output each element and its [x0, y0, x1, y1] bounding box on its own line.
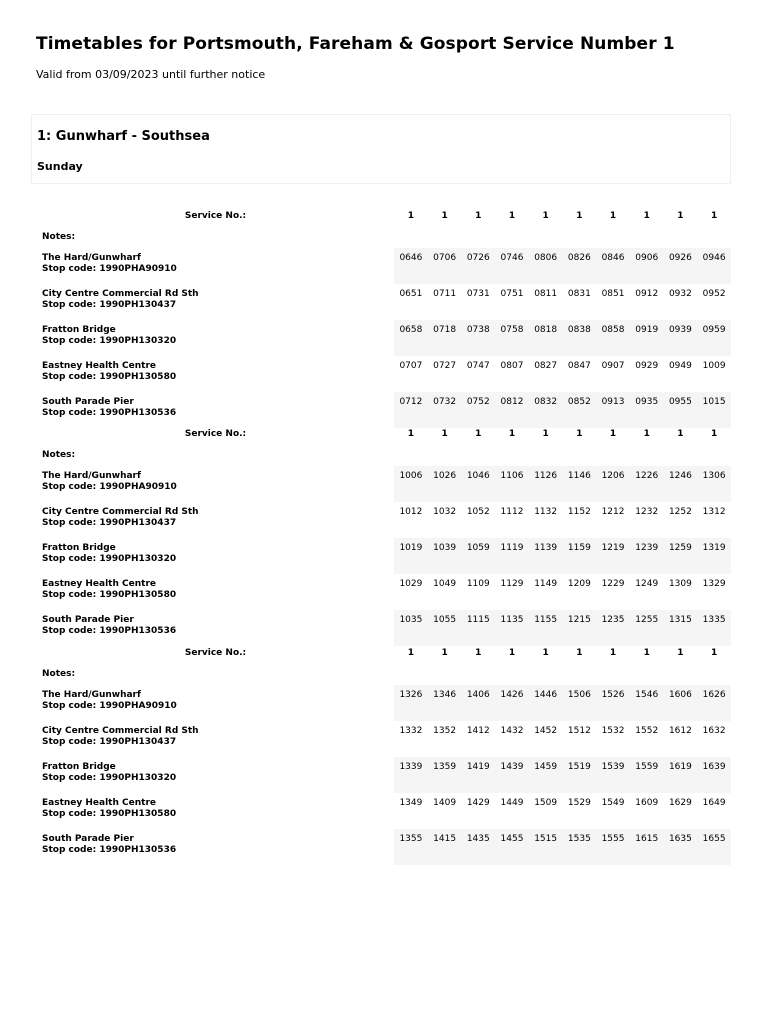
departure-time: 1259 [664, 538, 698, 574]
departure-time: 1506 [563, 685, 597, 721]
stop-row [37, 574, 731, 610]
departure-time: 0726 [461, 248, 495, 284]
stop-row [37, 248, 731, 284]
departure-time: 1306 [697, 466, 731, 502]
stop-name: South Parade Pier [42, 834, 134, 844]
departure-time: 1439 [495, 757, 529, 793]
departure-time: 1615 [630, 829, 664, 865]
stop-name: Fratton Bridge [42, 325, 116, 335]
departure-time: 0731 [466, 289, 490, 299]
departure-time: 1609 [635, 798, 659, 808]
stop-row [37, 284, 731, 320]
departure-time: 0858 [596, 320, 630, 356]
departure-time: 1009 [702, 361, 726, 371]
stop-name: South Parade Pier [42, 397, 134, 407]
stop-row [37, 685, 731, 721]
service-number: 1 [542, 429, 549, 439]
service-number: 1 [576, 648, 583, 658]
departure-time: 0906 [630, 248, 664, 284]
departure-time: 0846 [596, 248, 630, 284]
departure-time: 0959 [697, 320, 731, 356]
departure-time: 1149 [534, 579, 558, 589]
service-number-row [37, 424, 731, 444]
departure-time: 1435 [461, 829, 495, 865]
stop-row [37, 502, 731, 538]
stop-row [37, 466, 731, 502]
departure-time: 1355 [394, 829, 428, 865]
departure-time: 1629 [668, 798, 692, 808]
stop-row [37, 320, 731, 356]
departure-time: 0827 [534, 361, 558, 371]
departure-time: 1529 [567, 798, 591, 808]
departure-time: 0949 [668, 361, 692, 371]
departure-time: 0935 [630, 392, 664, 428]
departure-time: 1349 [399, 798, 423, 808]
departure-time: 0747 [466, 361, 490, 371]
departure-time: 1315 [664, 610, 698, 646]
departure-time: 0706 [428, 248, 462, 284]
stop-info [37, 538, 394, 574]
stop-info [37, 356, 394, 392]
departure-time: 0955 [664, 392, 698, 428]
departure-time: 1049 [433, 579, 457, 589]
service-number: 1 [677, 429, 684, 439]
departure-time: 1135 [495, 610, 529, 646]
departure-time: 1449 [500, 798, 524, 808]
stop-name: The Hard/Gunwharf [42, 471, 141, 481]
service-number: 1 [542, 648, 549, 658]
departure-time: 1526 [596, 685, 630, 721]
stop-code: Stop code: 1990PH130320 [42, 554, 177, 564]
departure-time: 1219 [596, 538, 630, 574]
departure-time: 1212 [601, 507, 625, 517]
departure-time: 1512 [567, 726, 591, 736]
departure-time: 0913 [596, 392, 630, 428]
departure-time: 1319 [697, 538, 731, 574]
departure-time: 0851 [601, 289, 625, 299]
service-number: 1 [407, 211, 415, 221]
notes-row [37, 663, 731, 685]
departure-time: 0907 [601, 361, 625, 371]
departure-time: 0926 [664, 248, 698, 284]
departure-time: 0919 [630, 320, 664, 356]
service-number: 1 [475, 648, 482, 658]
stop-name: The Hard/Gunwharf [42, 690, 141, 700]
stop-code: Stop code: 1990PH130437 [42, 737, 177, 747]
stop-row [37, 538, 731, 574]
departure-time: 1639 [697, 757, 731, 793]
service-no-label: Service No.: [184, 648, 247, 658]
service-number: 1 [576, 211, 583, 221]
day-label: Sunday [37, 160, 83, 173]
departure-time: 1326 [394, 685, 428, 721]
departure-time: 0832 [529, 392, 563, 428]
stop-row [37, 356, 731, 392]
departure-time: 0712 [394, 392, 428, 428]
departure-time: 1109 [466, 579, 490, 589]
service-number: 1 [407, 429, 415, 439]
service-number-row [37, 643, 731, 663]
departure-time: 1352 [433, 726, 457, 736]
notes-label: Notes: [42, 450, 76, 460]
stop-row [37, 793, 731, 829]
departure-time: 0939 [664, 320, 698, 356]
departure-time: 0952 [702, 289, 726, 299]
departure-time: 1635 [664, 829, 698, 865]
stop-code: Stop code: 1990PH130580 [42, 809, 177, 819]
departure-time: 1209 [567, 579, 591, 589]
timetable-block-2 [37, 424, 731, 646]
departure-time: 1235 [596, 610, 630, 646]
notes-label: Notes: [42, 232, 76, 242]
stop-code: Stop code: 1990PHA90910 [42, 701, 177, 711]
service-number: 1 [441, 648, 448, 658]
departure-time: 0812 [495, 392, 529, 428]
departure-time: 0818 [529, 320, 563, 356]
departure-time: 0852 [563, 392, 597, 428]
departure-time: 1409 [433, 798, 457, 808]
departure-time: 0738 [461, 320, 495, 356]
service-number: 1 [441, 211, 448, 221]
departure-time: 1515 [529, 829, 563, 865]
departure-time: 1206 [596, 466, 630, 502]
departure-time: 0758 [495, 320, 529, 356]
stop-name: City Centre Commercial Rd Sth [42, 289, 199, 299]
stop-code: Stop code: 1990PH130536 [42, 408, 177, 418]
stop-name: City Centre Commercial Rd Sth [42, 726, 199, 736]
departure-time: 1649 [702, 798, 726, 808]
departure-time: 1412 [466, 726, 490, 736]
stop-info [37, 466, 394, 502]
service-number: 1 [508, 429, 516, 439]
departure-time: 1519 [563, 757, 597, 793]
departure-time: 1026 [428, 466, 462, 502]
validity-notice: Valid from 03/09/2023 until further notice [36, 68, 266, 81]
departure-time: 0718 [428, 320, 462, 356]
departure-time: 1415 [428, 829, 462, 865]
route-header [31, 114, 731, 184]
stop-row [37, 610, 731, 646]
stop-row [37, 392, 731, 428]
service-number: 1 [643, 648, 650, 658]
departure-time: 1432 [500, 726, 524, 736]
notes-row [37, 444, 731, 466]
departure-time: 0727 [433, 361, 457, 371]
service-number: 1 [643, 211, 650, 221]
stop-info [37, 721, 394, 757]
departure-time: 0929 [635, 361, 659, 371]
timetable-block-1 [37, 206, 731, 428]
stop-info [37, 502, 394, 538]
departure-time: 1332 [399, 726, 423, 736]
departure-time: 1426 [495, 685, 529, 721]
stop-info [37, 793, 394, 829]
departure-time: 0807 [500, 361, 524, 371]
departure-time: 0651 [399, 289, 423, 299]
departure-time: 1406 [461, 685, 495, 721]
service-number: 1 [710, 648, 718, 658]
departure-time: 1549 [601, 798, 625, 808]
departure-time: 1606 [664, 685, 698, 721]
departure-time: 1612 [668, 726, 692, 736]
stop-code: Stop code: 1990PH130536 [42, 626, 177, 636]
stop-row [37, 829, 731, 865]
departure-time: 1146 [563, 466, 597, 502]
service-number: 1 [710, 211, 718, 221]
service-number-row [37, 206, 731, 226]
departure-time: 1255 [630, 610, 664, 646]
stop-info [37, 392, 394, 428]
service-number: 1 [643, 429, 650, 439]
departure-time: 1159 [563, 538, 597, 574]
stop-name: The Hard/Gunwharf [42, 253, 141, 263]
departure-time: 1052 [466, 507, 490, 517]
service-number: 1 [609, 429, 617, 439]
departure-time: 1619 [664, 757, 698, 793]
departure-time: 1312 [702, 507, 726, 517]
stop-info [37, 757, 394, 793]
departure-time: 1119 [495, 538, 529, 574]
stop-name: Eastney Health Centre [42, 579, 156, 589]
service-number: 1 [677, 648, 684, 658]
stop-info [37, 610, 394, 646]
stop-info [37, 829, 394, 865]
departure-time: 1012 [399, 507, 423, 517]
departure-time: 1155 [529, 610, 563, 646]
stop-name: City Centre Commercial Rd Sth [42, 507, 199, 517]
departure-time: 1655 [697, 829, 731, 865]
departure-time: 1632 [702, 726, 726, 736]
departure-time: 1335 [697, 610, 731, 646]
departure-time: 0711 [433, 289, 457, 299]
stop-name: South Parade Pier [42, 615, 134, 625]
departure-time: 1115 [461, 610, 495, 646]
service-no-label: Service No.: [184, 211, 247, 221]
service-number: 1 [508, 211, 516, 221]
departure-time: 1329 [702, 579, 726, 589]
service-number: 1 [508, 648, 516, 658]
departure-time: 0732 [428, 392, 462, 428]
service-number: 1 [710, 429, 718, 439]
page-title: Timetables for Portsmouth, Fareham & Gosport Service Number 1 [36, 34, 675, 54]
departure-time: 1239 [630, 538, 664, 574]
departure-time: 1015 [697, 392, 731, 428]
departure-time: 0658 [394, 320, 428, 356]
departure-time: 1452 [534, 726, 558, 736]
departure-time: 0746 [495, 248, 529, 284]
stop-code: Stop code: 1990PH130580 [42, 372, 177, 382]
service-no-label: Service No.: [184, 429, 247, 439]
departure-time: 0806 [529, 248, 563, 284]
stop-info [37, 284, 394, 320]
service-number: 1 [475, 429, 482, 439]
departure-time: 1455 [495, 829, 529, 865]
departure-time: 1546 [630, 685, 664, 721]
departure-time: 0838 [563, 320, 597, 356]
departure-time: 1459 [529, 757, 563, 793]
stop-info [37, 574, 394, 610]
departure-time: 1226 [630, 466, 664, 502]
notes-row [37, 226, 731, 248]
stop-name: Eastney Health Centre [42, 798, 156, 808]
service-number: 1 [677, 211, 684, 221]
departure-time: 1559 [630, 757, 664, 793]
stop-info [37, 685, 394, 721]
departure-time: 1035 [394, 610, 428, 646]
stop-code: Stop code: 1990PH130320 [42, 773, 177, 783]
departure-time: 1419 [461, 757, 495, 793]
departure-time: 1046 [461, 466, 495, 502]
departure-time: 1232 [635, 507, 659, 517]
departure-time: 0946 [697, 248, 731, 284]
departure-time: 0646 [394, 248, 428, 284]
service-number: 1 [609, 648, 617, 658]
departure-time: 1309 [668, 579, 692, 589]
stop-code: Stop code: 1990PHA90910 [42, 482, 177, 492]
departure-time: 1055 [428, 610, 462, 646]
departure-time: 0831 [567, 289, 591, 299]
stop-name: Fratton Bridge [42, 543, 116, 553]
departure-time: 1339 [394, 757, 428, 793]
route-title: 1: Gunwharf - Southsea [37, 129, 210, 144]
departure-time: 1535 [563, 829, 597, 865]
stop-name: Eastney Health Centre [42, 361, 156, 371]
service-number: 1 [475, 211, 482, 221]
stop-code: Stop code: 1990PH130536 [42, 845, 177, 855]
departure-time: 1106 [495, 466, 529, 502]
departure-time: 1032 [433, 507, 457, 517]
stop-name: Fratton Bridge [42, 762, 116, 772]
departure-time: 1112 [500, 507, 524, 517]
departure-time: 1532 [601, 726, 625, 736]
departure-time: 1555 [596, 829, 630, 865]
departure-time: 1252 [668, 507, 692, 517]
departure-time: 0751 [500, 289, 524, 299]
departure-time: 1509 [534, 798, 558, 808]
departure-time: 1626 [697, 685, 731, 721]
service-number: 1 [576, 429, 583, 439]
service-number: 1 [441, 429, 448, 439]
departure-time: 1359 [428, 757, 462, 793]
departure-time: 1215 [563, 610, 597, 646]
service-number: 1 [407, 648, 415, 658]
stop-code: Stop code: 1990PH130437 [42, 518, 177, 528]
departure-time: 1249 [635, 579, 659, 589]
departure-time: 1006 [394, 466, 428, 502]
departure-time: 1059 [461, 538, 495, 574]
departure-time: 1129 [500, 579, 524, 589]
departure-time: 1132 [534, 507, 558, 517]
stop-info [37, 248, 394, 284]
stop-info [37, 320, 394, 356]
stop-row [37, 721, 731, 757]
departure-time: 1446 [529, 685, 563, 721]
departure-time: 1552 [635, 726, 659, 736]
service-number: 1 [542, 211, 549, 221]
departure-time: 1019 [394, 538, 428, 574]
stop-code: Stop code: 1990PH130320 [42, 336, 177, 346]
departure-time: 0811 [534, 289, 558, 299]
stop-row [37, 757, 731, 793]
departure-time: 1139 [529, 538, 563, 574]
departure-time: 0912 [635, 289, 659, 299]
departure-time: 0826 [563, 248, 597, 284]
stop-code: Stop code: 1990PH130580 [42, 590, 177, 600]
timetable-block-3 [37, 643, 731, 865]
departure-time: 1229 [601, 579, 625, 589]
departure-time: 1152 [567, 507, 591, 517]
departure-time: 1539 [596, 757, 630, 793]
departure-time: 1429 [466, 798, 490, 808]
stop-code: Stop code: 1990PHA90910 [42, 264, 177, 274]
departure-time: 0932 [668, 289, 692, 299]
notes-label: Notes: [42, 669, 76, 679]
departure-time: 0752 [461, 392, 495, 428]
departure-time: 1246 [664, 466, 698, 502]
departure-time: 1346 [428, 685, 462, 721]
departure-time: 1126 [529, 466, 563, 502]
departure-time: 1029 [399, 579, 423, 589]
service-number: 1 [609, 211, 617, 221]
departure-time: 1039 [428, 538, 462, 574]
departure-time: 0707 [399, 361, 423, 371]
stop-code: Stop code: 1990PH130437 [42, 300, 177, 310]
departure-time: 0847 [567, 361, 591, 371]
